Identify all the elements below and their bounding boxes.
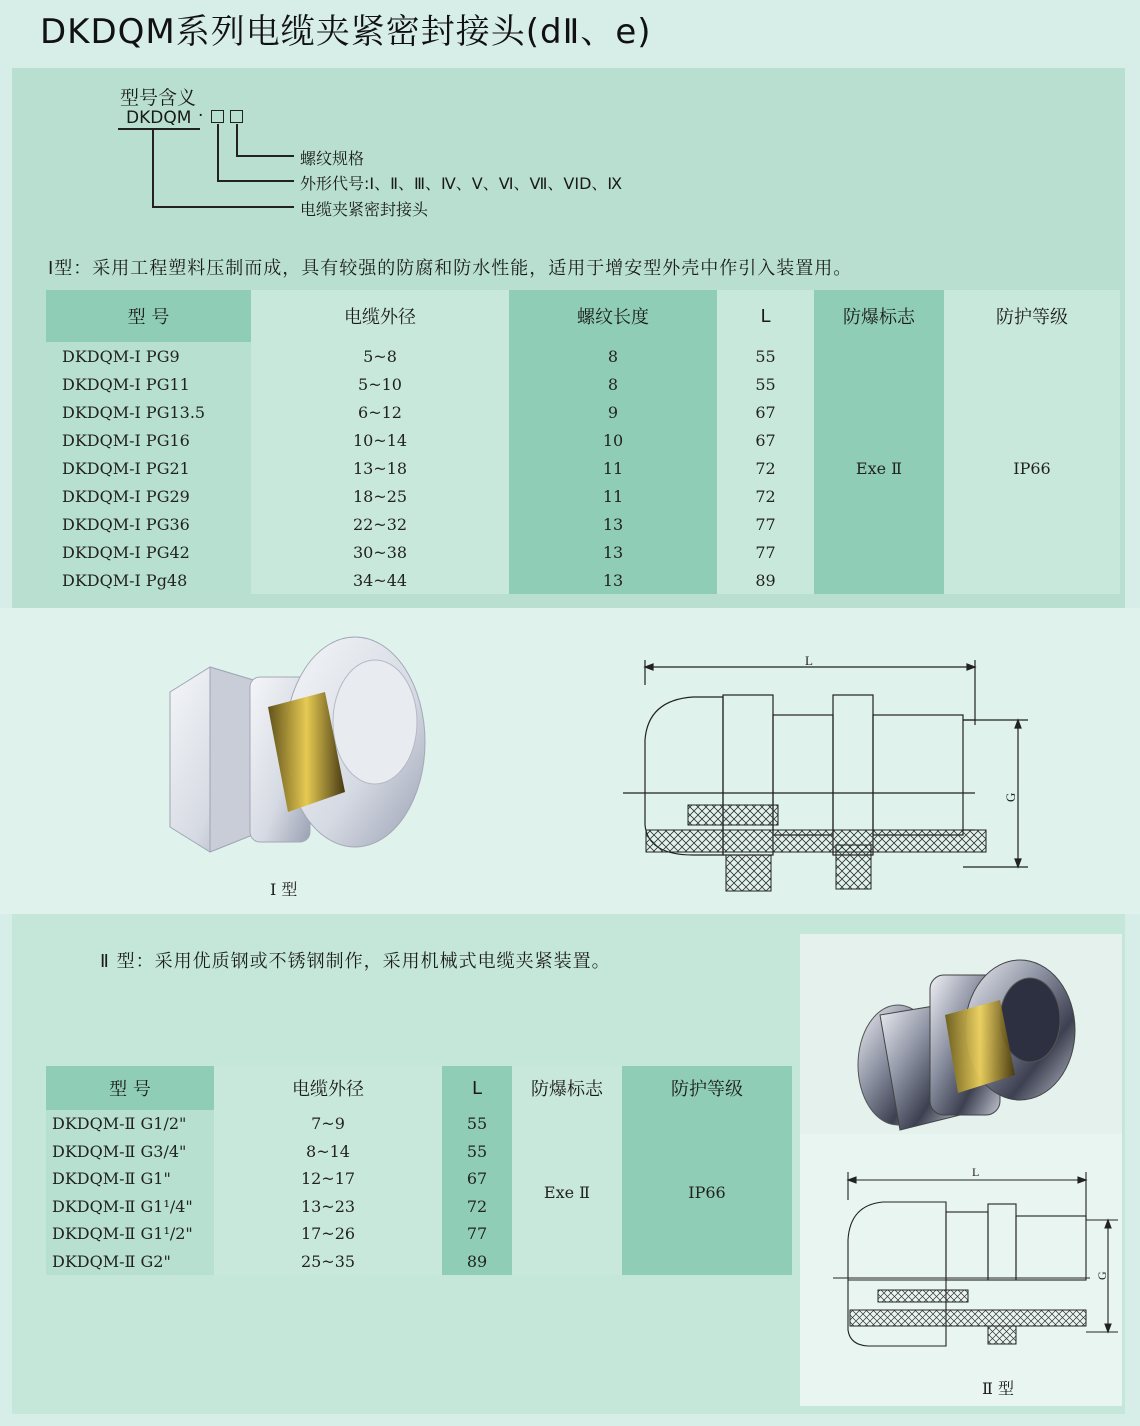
type2-dim-L: L — [972, 1165, 980, 1179]
model-separator: · — [198, 106, 204, 126]
type2-caption: Ⅱ 型 — [982, 1379, 1014, 1398]
explosion-mark-cell: Exe Ⅱ — [814, 342, 944, 594]
type2-dim-G: G — [1095, 1271, 1109, 1280]
col-header-model: 型 号 — [46, 1066, 214, 1110]
shape-code-label: 外形代号:Ⅰ、Ⅱ、Ⅲ、Ⅳ、Ⅴ、Ⅵ、Ⅶ、VID、Ⅸ — [300, 174, 623, 193]
col-header-thread-length: 螺纹长度 — [509, 290, 717, 342]
type1-technical-drawing — [618, 655, 1038, 895]
protection-cell: IP66 — [622, 1110, 792, 1275]
type1-dim-G: G — [1003, 792, 1018, 802]
table-row: DKDQM-Ⅱ G1/2" 7~9 55 Exe Ⅱ IP66 — [46, 1110, 792, 1138]
placeholder-box-thread — [230, 110, 243, 123]
table-row: DKDQM-Ⅱ G1" 12~17 67 — [46, 1165, 792, 1193]
table-row: DKDQM-Ⅱ G1¹/2" 17~26 77 — [46, 1220, 792, 1248]
table-row: DKDQM-Ⅱ G1¹/4" 13~23 72 — [46, 1193, 792, 1221]
table-row: DKDQM-Ⅰ PG29 18~25 11 72 — [46, 482, 1120, 510]
type1-dim-L: L — [805, 655, 813, 668]
table-row: DKDQM-Ⅰ PG16 10~14 10 67 — [46, 426, 1120, 454]
col-header-protection: 防护等级 — [622, 1066, 792, 1110]
model-meaning-heading: 型号含义 — [120, 87, 197, 109]
col-header-explosion-mark: 防爆标志 — [512, 1066, 622, 1110]
table-row: DKDQM-Ⅰ PG11 5~10 8 55 — [46, 370, 1120, 398]
table-row: DKDQM-Ⅰ PG13.5 6~12 9 67 — [46, 398, 1120, 426]
col-header-L: L — [442, 1066, 512, 1110]
explosion-mark-cell: Exe Ⅱ — [512, 1110, 622, 1275]
type2-product-photo — [850, 945, 1090, 1135]
placeholder-box-shape — [211, 110, 224, 123]
protection-cell: IP66 — [944, 342, 1120, 594]
table-row: DKDQM-Ⅰ PG21 13~18 11 72 — [46, 454, 1120, 482]
type1-product-photo — [150, 622, 440, 862]
table-row: DKDQM-Ⅱ G2" 25~35 89 — [46, 1248, 792, 1276]
table-row: DKDQM-Ⅰ PG36 22~32 13 77 — [46, 510, 1120, 538]
col-header-explosion-mark: 防爆标志 — [814, 290, 944, 342]
page-title: DKDQM系列电缆夹紧密封接头(dⅡ、e) — [40, 12, 652, 52]
type1-caption: Ⅰ 型 — [270, 880, 298, 899]
type1-spec-table — [46, 290, 1120, 594]
col-header-cable-diameter: 电缆外径 — [251, 290, 509, 342]
type1-description: Ⅰ型：采用工程塑料压制而成，具有较强的防腐和防水性能，适用于增安型外壳中作引入装置用。 — [48, 258, 853, 279]
col-header-L: L — [717, 290, 814, 342]
thread-spec-label: 螺纹规格 — [300, 149, 365, 168]
col-header-model: 型 号 — [46, 290, 251, 342]
table-row: DKDQM-Ⅰ PG9 5~8 8 55 Exe Ⅱ IP66 — [46, 342, 1120, 370]
col-header-cable-diameter: 电缆外径 — [214, 1066, 442, 1110]
model-code: DKDQM — [126, 108, 192, 128]
type2-technical-drawing — [828, 1160, 1118, 1360]
col-header-protection: 防护等级 — [944, 290, 1120, 342]
table-row: DKDQM-Ⅱ G3/4" 8~14 55 — [46, 1138, 792, 1166]
table-row: DKDQM-Ⅰ PG42 30~38 13 77 — [46, 538, 1120, 566]
type2-description: Ⅱ 型：采用优质钢或不锈钢制作，采用机械式电缆夹紧装置。 — [100, 951, 611, 972]
product-name-label: 电缆夹紧密封接头 — [300, 200, 429, 219]
table-row: DKDQM-Ⅰ Pg48 34~44 13 89 — [46, 566, 1120, 594]
type2-spec-table — [46, 1066, 792, 1275]
